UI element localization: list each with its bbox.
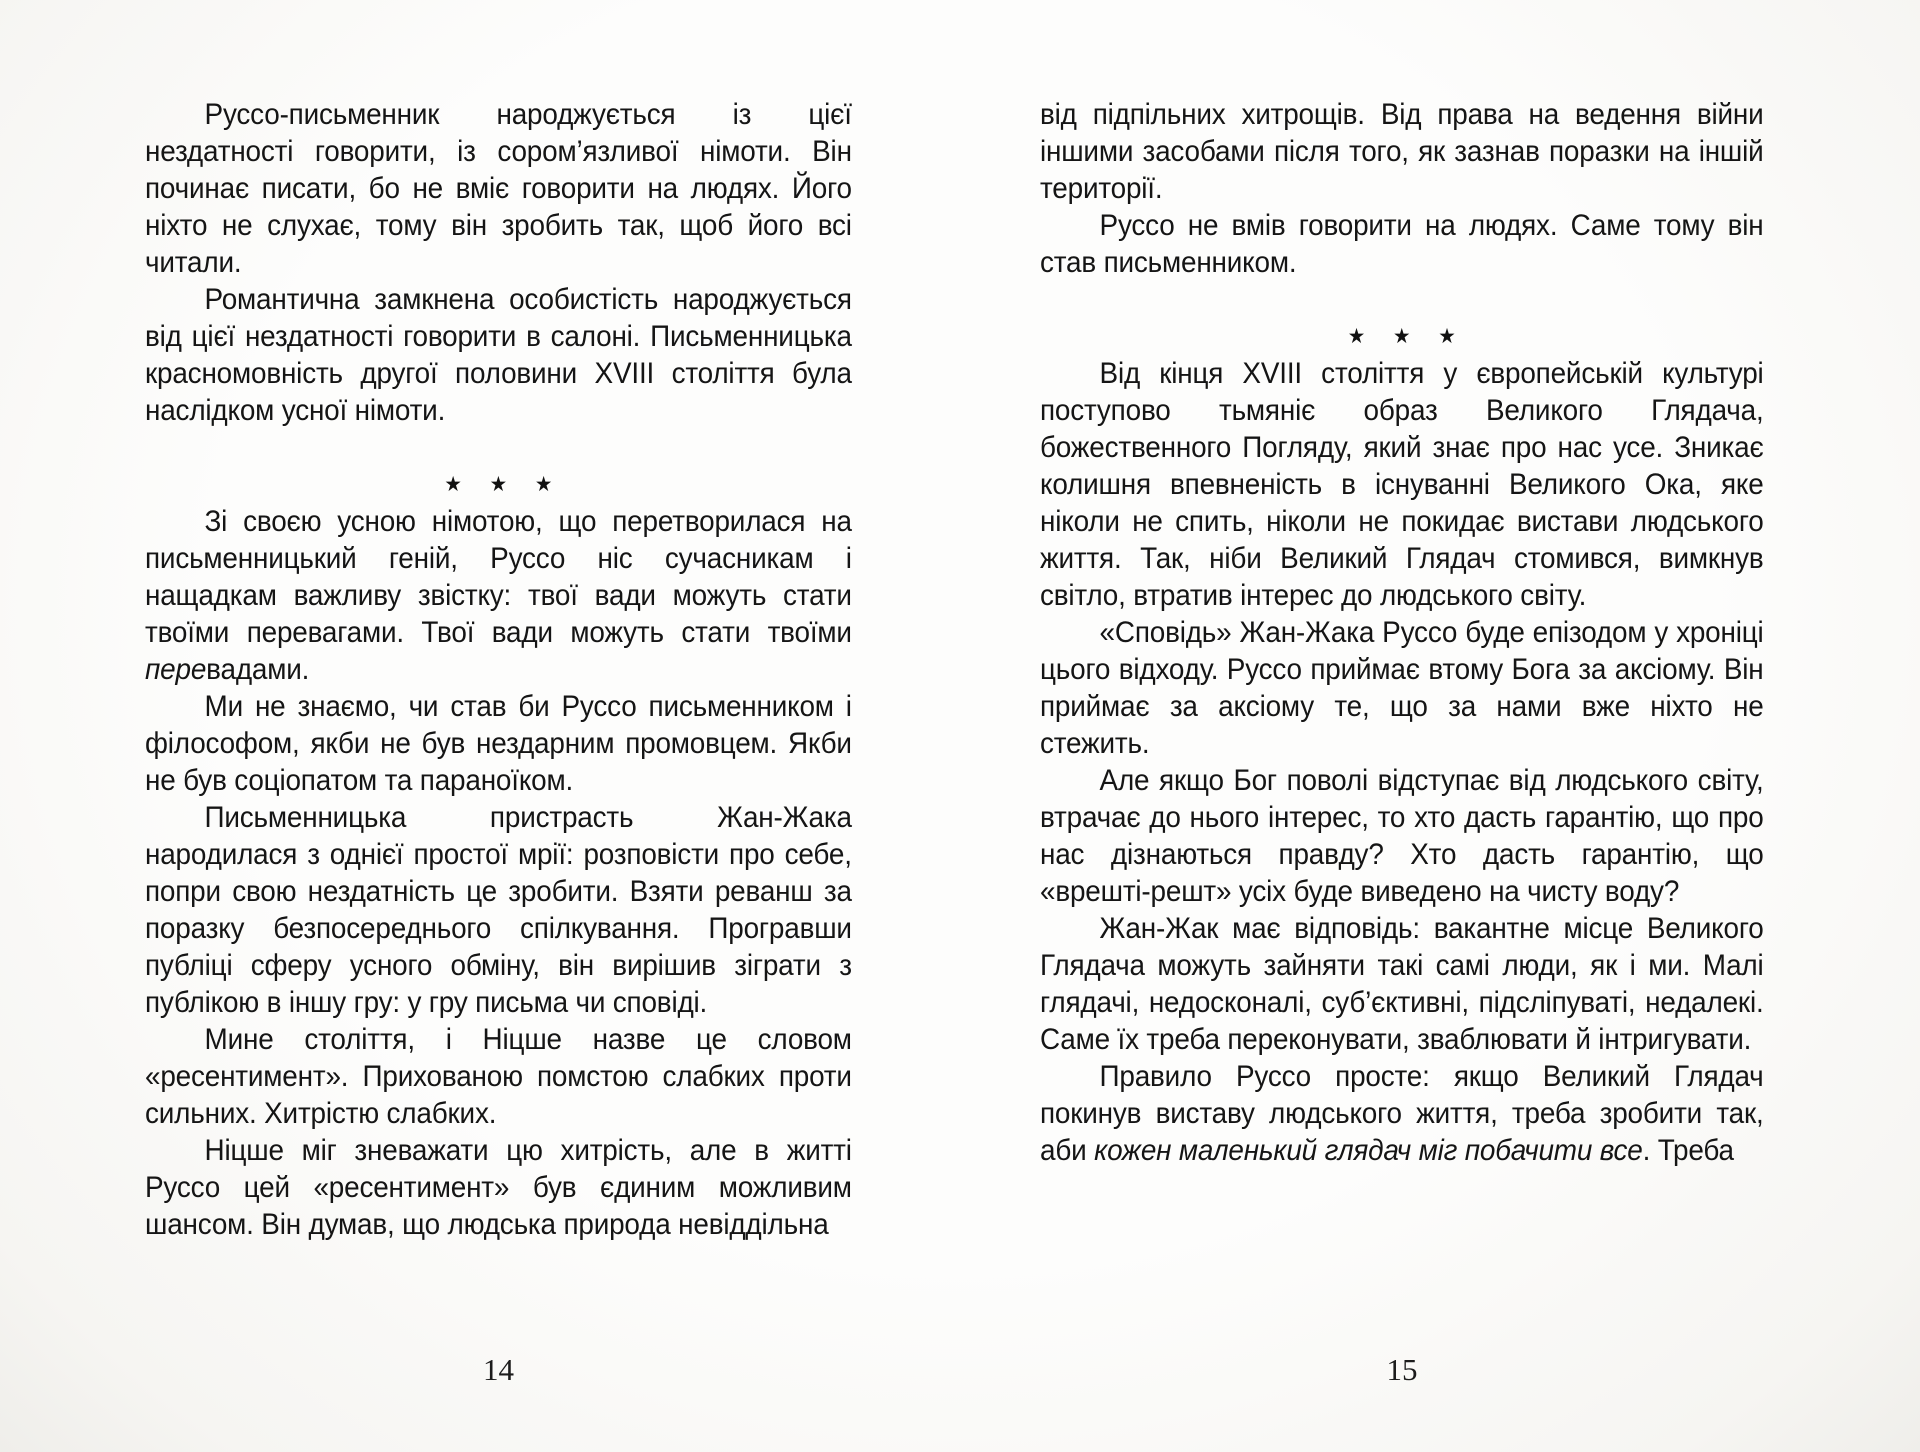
page-left-text-column [145,96,852,1243]
text-run: кожен маленький глядач міг побачити все [1094,1134,1643,1167]
paragraph [145,688,852,799]
paragraph [1040,614,1764,762]
paragraph [1040,355,1764,614]
text-run: Ми не знаємо, чи став би Руссо письменником і філософом, якби не був нездарним промовцем. Якби не був соціопатом та параноїком. [145,690,852,797]
paragraph [1040,207,1764,281]
text-run: Мине століття, і Ніцше назве це словом «ресентимент». Прихованою помстою слабких проти сильних. Хитрістю слабких. [145,1023,852,1130]
paragraph [145,1021,852,1132]
text-run: Руссо не вмів говорити на людях. Саме тому він став письменником. [1040,209,1764,279]
text-run: ★ ★ ★ [1347,325,1467,348]
text-run: від підпільних хитрощів. Від права на ведення війни іншими засобами після того, як зазнав поразки на іншій території. [1040,98,1764,205]
text-run: Але якщо Бог поволі відступає від людського світу, втрачає до нього інтерес, то хто дасть гарантію, що про нас дізнаються правду? Хто дасть гарантію, що «врешті-решт» усіх буде виведено на чисту воду? [1040,764,1764,908]
page-number-right: 15 [1386,1352,1418,1387]
paragraph [1040,1058,1764,1169]
paragraph [1040,96,1764,207]
text-run: Романтична замкнена особистість народжується від цієї нездатності говорити в салоні. Письменницька красномовність другої половини XVIII століття була наслідком усної німоти. [145,283,852,427]
paragraph [1040,762,1764,910]
text-run: «Сповідь» Жан-Жака Руссо буде епізодом у хроніці цього відходу. Руссо приймає втому Бога за аксіому. Він приймає за аксіому те, що за нами вже ніхто не стежить. [1040,616,1764,760]
text-run: Жан-Жак має відповідь: вакантне місце Великого Глядача можуть зайняти такі самі люди, як і ми. Малі глядачі, недосконалі, суб’єктивні, підсліпуваті, недалекі. Саме їх треба переконувати, зваблювати й інтригувати. [1040,912,1764,1056]
text-run: . Треба [1642,1134,1734,1167]
text-run: Ніцше міг зневажати цю хитрість, але в житті Руссо цей «ресентимент» був єдиним можливим шансом. Він думав, що людська природа невіддільна [145,1134,852,1241]
section-separator [1040,318,1764,355]
paragraph [1040,910,1764,1058]
paragraph [145,799,852,1021]
paragraph [145,1132,852,1243]
text-run: вадами. [206,653,310,686]
text-run: Руссо-письменник народжується із цієї нездатності говорити, із сором’язливої німоти. Він починає писати, бо не вміє говорити на людях. Його ніхто не слухає, тому він зробить так, щоб його всі читали. [145,98,852,279]
text-run: пере [145,653,207,686]
paragraph [145,281,852,429]
text-run: Зі своєю усною німотою, що перетворилася на письменницький геній, Руссо ніс сучасникам і нащадкам важливу звістку: твої вади можуть стати твоїми перевагами. Твої вади можуть стати твоїми [145,505,852,649]
text-run: ★ ★ ★ [444,473,564,496]
paragraph [145,96,852,281]
page-number-left: 14 [483,1352,514,1387]
section-separator [145,466,852,503]
text-run: Від кінця XVIII століття у європейській культурі поступово тьмяніє образ Великого Глядача, божественного Погляду, який знає про нас усе. Зникає колишня впевненість в існуванні Великого Ока, яке ніколи не спить, ніколи не покидає вистави людського життя. Так, ніби Великий Глядач стомився, вимкнув світло, втратив інтерес до людського світу. [1040,357,1764,612]
paragraph [145,503,852,688]
text-run: Письменницька пристрасть Жан-Жака народилася з однієї простої мрії: розповісти про себе, попри свою нездатність це зробити. Взяти реванш за поразку безпосереднього спілкування. Програвши публіці сферу усного обміну, він вирішив зіграти з публікою в іншу гру: у гру письма чи сповіді. [145,801,852,1019]
page-right-text-column [1040,96,1764,1169]
text-run: Правило Руссо просте: якщо Великий Глядач покинув виставу людського життя, треба зробити так, аби [1040,1060,1764,1167]
